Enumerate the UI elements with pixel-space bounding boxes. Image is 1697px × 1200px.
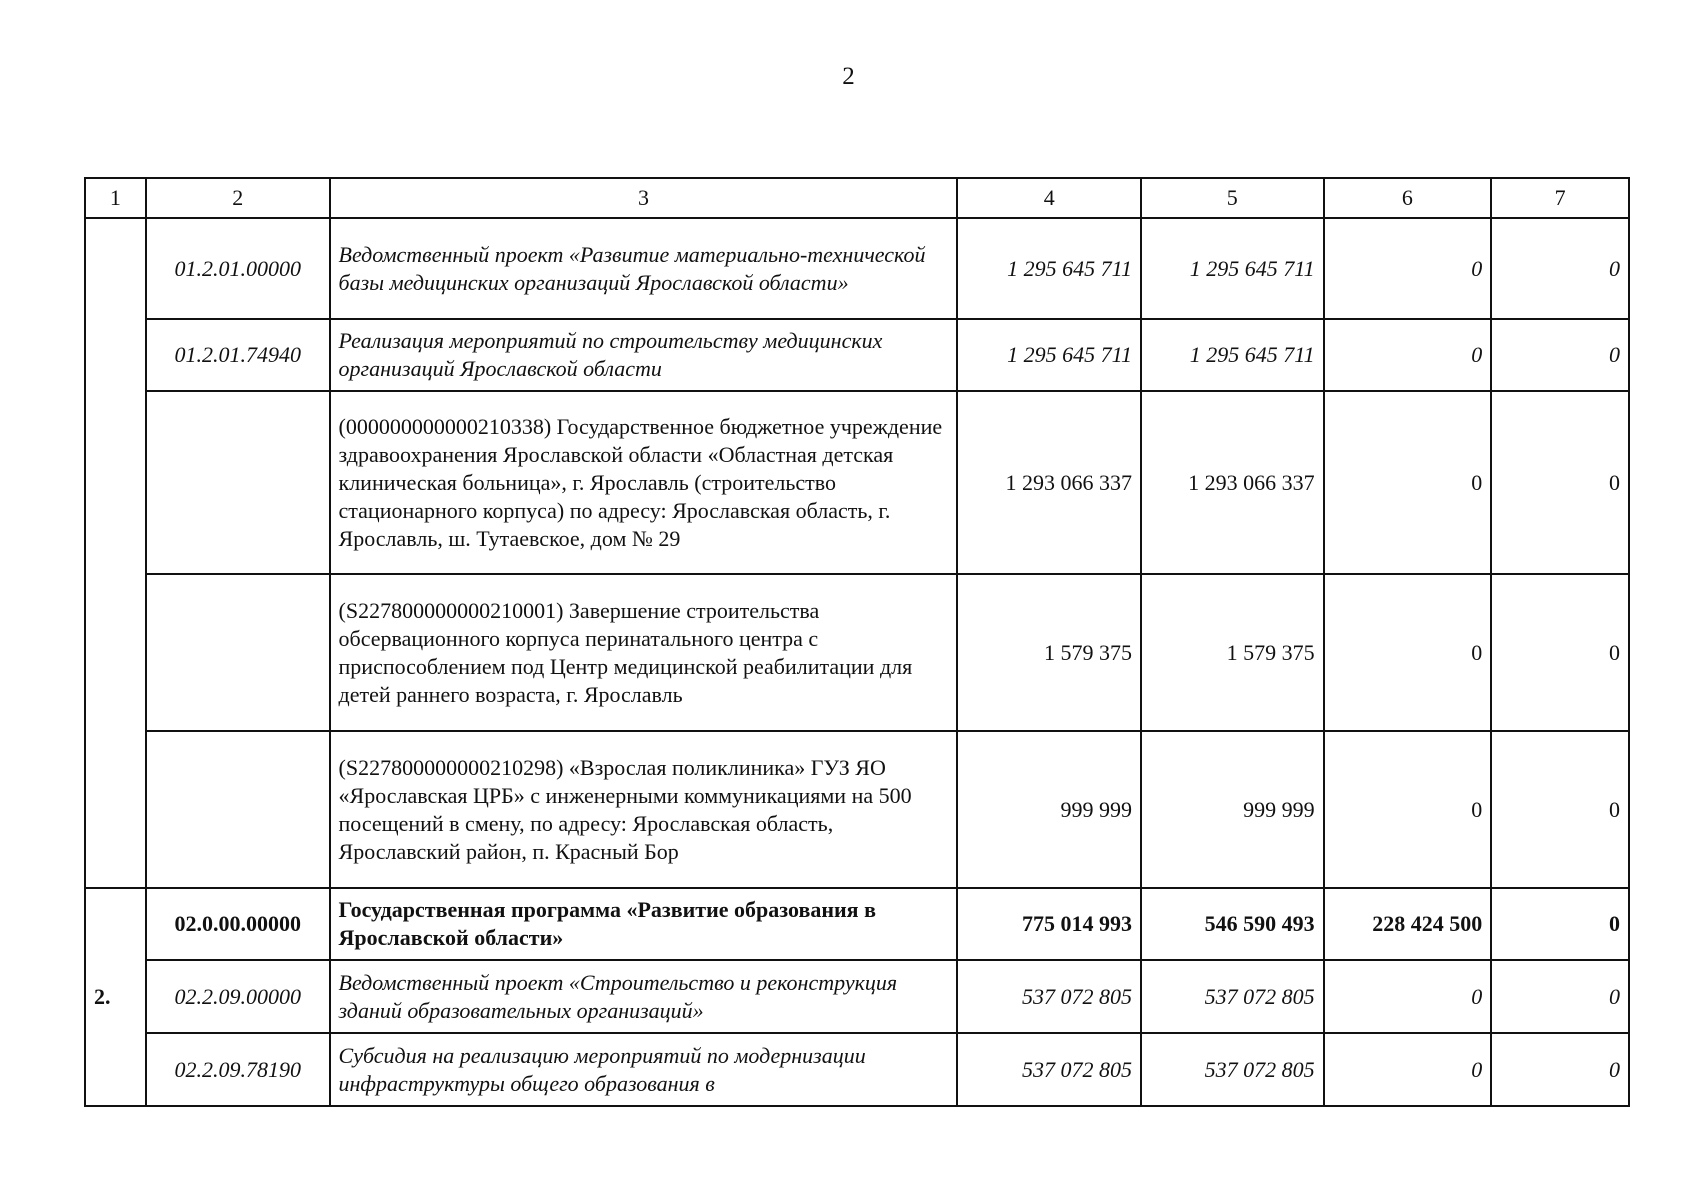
value-cell-5: 537 072 805	[1141, 960, 1324, 1033]
value-cell-6: 0	[1324, 391, 1492, 574]
name-cell: Государственная программа «Развитие образования в Ярославской области»	[330, 888, 958, 960]
value-cell-5: 1 295 645 711	[1141, 319, 1324, 391]
row-number-cell	[85, 218, 146, 888]
value-cell-4: 1 579 375	[957, 574, 1141, 731]
table-row	[85, 391, 1629, 574]
page-number: 2	[842, 63, 855, 90]
value-cell-7: 0	[1491, 888, 1629, 960]
table-row	[85, 319, 1629, 391]
header-cell: 4	[957, 178, 1141, 218]
value-cell-7: 0	[1491, 391, 1629, 574]
header-cell: 6	[1324, 178, 1492, 218]
value-cell-5: 1 579 375	[1141, 574, 1324, 731]
table-row	[85, 731, 1629, 888]
name-cell: (000000000000210338) Государственное бюджетное учреждение здравоохранения Ярославской области «Областная детская клиническая больница», г. Ярославль (строительство стационарного корпуса) по адресу: Ярославская область, г. Ярославль, ш. Тутаевское, дом № 29	[330, 391, 958, 574]
value-cell-7: 0	[1491, 574, 1629, 731]
name-cell: (S227800000000210298) «Взрослая поликлиника» ГУЗ ЯО «Ярославская ЦРБ» с инженерными коммуникациями на 500 посещений в смену, по адресу: Ярославская область, Ярославский район, п. Красный Бор	[330, 731, 958, 888]
row-number-cell: 2.	[85, 888, 146, 1106]
name-cell: (S227800000000210001) Завершение строительства обсервационного корпуса перинатального центра с приспособлением под Центр медицинской реабилитации для детей раннего возраста, г. Ярославль	[330, 574, 958, 731]
value-cell-7: 0	[1491, 1033, 1629, 1106]
value-cell-5: 546 590 493	[1141, 888, 1324, 960]
value-cell-4: 537 072 805	[957, 1033, 1141, 1106]
value-cell-4: 537 072 805	[957, 960, 1141, 1033]
value-cell-7: 0	[1491, 319, 1629, 391]
value-cell-7: 0	[1491, 960, 1629, 1033]
value-cell-5: 999 999	[1141, 731, 1324, 888]
value-cell-5: 537 072 805	[1141, 1033, 1324, 1106]
name-cell: Субсидия на реализацию мероприятий по модернизации инфраструктуры общего образования в	[330, 1033, 958, 1106]
code-cell: 02.2.09.78190	[146, 1033, 330, 1106]
value-cell-4: 775 014 993	[957, 888, 1141, 960]
header-cell: 2	[146, 178, 330, 218]
table-row	[85, 218, 1629, 319]
code-cell	[146, 391, 330, 574]
value-cell-6: 0	[1324, 960, 1492, 1033]
value-cell-4: 1 293 066 337	[957, 391, 1141, 574]
value-cell-4: 1 295 645 711	[957, 218, 1141, 319]
header-cell: 1	[85, 178, 146, 218]
value-cell-7: 0	[1491, 218, 1629, 319]
name-cell: Ведомственный проект «Развитие материально-технической базы медицинских организаций Ярославской области»	[330, 218, 958, 319]
value-cell-6: 0	[1324, 574, 1492, 731]
value-cell-6: 0	[1324, 731, 1492, 888]
value-cell-7: 0	[1491, 731, 1629, 888]
name-cell: Ведомственный проект «Строительство и реконструкция зданий образовательных организаций»	[330, 960, 958, 1033]
value-cell-6: 228 424 500	[1324, 888, 1492, 960]
value-cell-6: 0	[1324, 1033, 1492, 1106]
code-cell: 01.2.01.74940	[146, 319, 330, 391]
code-cell: 01.2.01.00000	[146, 218, 330, 319]
header-cell: 5	[1141, 178, 1324, 218]
code-cell: 02.2.09.00000	[146, 960, 330, 1033]
table-row	[85, 574, 1629, 731]
table-row	[85, 888, 1629, 960]
code-cell	[146, 731, 330, 888]
budget-table	[84, 177, 1630, 1107]
code-cell: 02.0.00.00000	[146, 888, 330, 960]
table-row	[85, 1033, 1629, 1106]
table-row	[85, 960, 1629, 1033]
value-cell-5: 1 293 066 337	[1141, 391, 1324, 574]
header-cell: 3	[330, 178, 958, 218]
header-cell: 7	[1491, 178, 1629, 218]
code-cell	[146, 574, 330, 731]
value-cell-4: 1 295 645 711	[957, 319, 1141, 391]
value-cell-6: 0	[1324, 218, 1492, 319]
name-cell: Реализация мероприятий по строительству медицинских организаций Ярославской области	[330, 319, 958, 391]
value-cell-6: 0	[1324, 319, 1492, 391]
value-cell-4: 999 999	[957, 731, 1141, 888]
value-cell-5: 1 295 645 711	[1141, 218, 1324, 319]
header-row	[85, 178, 1629, 218]
